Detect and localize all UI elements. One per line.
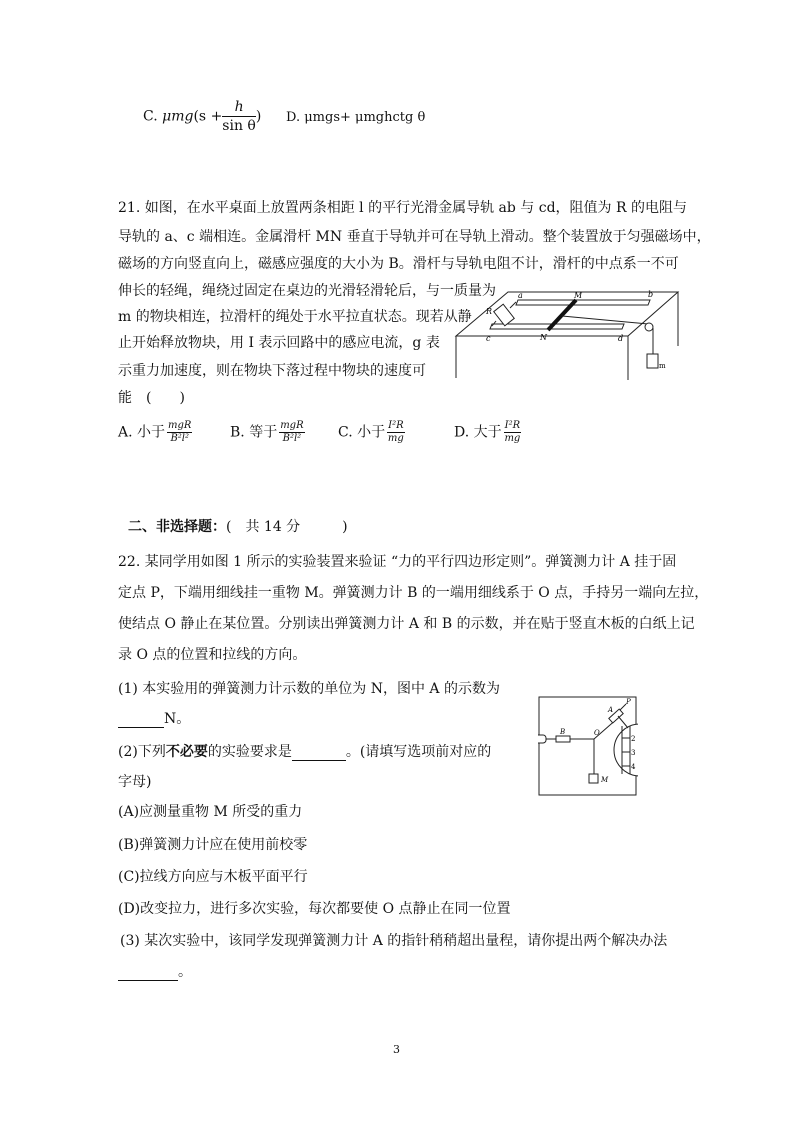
q22-line-2: 定点 P，下端用细线挂一重物 M。弹簧测力计 B 的一端用细线系于 O 点，手持另一端向左拉， bbox=[118, 585, 709, 601]
q21-option-c: C. 小于 $\frac{\text{I²R}}{mg}$ bbox=[338, 420, 404, 444]
q21-fig-label-n: N bbox=[540, 333, 547, 342]
q21-fig-label-b: b bbox=[648, 290, 654, 299]
q21-line-7: 示重力加速度，则在物块下落过程中物块的速度可 bbox=[118, 363, 426, 379]
q22-sub2-line2: 字母) bbox=[118, 774, 152, 790]
q21-fig-label-m-block: m bbox=[659, 362, 666, 370]
q20-option-d: D. μmgs+ μmghctg θ bbox=[286, 110, 426, 125]
q21-line-3: 磁场的方向竖直向上，磁感应强度的大小为 B。滑杆与导轨电阻不计，滑杆的中点系一不可 bbox=[118, 256, 679, 272]
q22-line-1: 22. 某同学用如图 1 所示的实验装置来验证 “力的平行四边形定则”。弹簧测力计 A 挂于固 bbox=[118, 554, 677, 570]
q21-option-b: B. 等于 $\frac{\text{mgR}}{\text{B²l²}}$ bbox=[230, 420, 304, 444]
q22-sub2-blank[interactable] bbox=[292, 744, 346, 761]
q22-line-4: 录 O 点的位置和拉线的方向。 bbox=[118, 647, 307, 663]
q22-scale-tick-3: 3 bbox=[631, 749, 636, 757]
q22-scale-tick-2: 2 bbox=[631, 735, 636, 743]
q22-fig-label-m: M bbox=[601, 776, 609, 784]
q22-sub2: (2)下列不必要的实验要求是 。(请填写选项前对应的 bbox=[118, 744, 492, 760]
q20-option-c-fraction: $\frac{h}{\text{sin θ}}$ bbox=[222, 99, 256, 134]
q21-line-1: 21. 如图，在水平桌面上放置两条相距 l 的平行光滑金属导轨 ab 与 cd，阻值为 R 的电阻与 bbox=[118, 200, 687, 216]
q20-option-c-mu: μmg bbox=[162, 108, 194, 125]
q21-option-a-fraction: $\frac{\text{mgR}}{\text{B²l²}}$ bbox=[168, 420, 192, 444]
q22-sub1-answer-line: N。 bbox=[118, 708, 190, 728]
q21-fig-label-r: R bbox=[486, 307, 493, 316]
q22-fig-label-o: O bbox=[594, 729, 600, 737]
q22-option-b: (B)弹簧测力计应在使用前校零 bbox=[118, 837, 308, 853]
q21-fig-label-d: d bbox=[618, 334, 624, 343]
q22-scale-tick-4: 4 bbox=[631, 763, 636, 771]
q21-line-2: 导轨的 a、c 端相连。金属滑杆 MN 垂直于导轨并可在导轨上滑动。整个装置放于匀强磁场中， bbox=[118, 229, 711, 245]
q21-option-d-fraction: $\frac{\text{I²R}}{mg}$ bbox=[504, 420, 521, 444]
q21-option-a: A. 小于 $\frac{\text{mgR}}{\text{B²l²}}$ bbox=[118, 420, 192, 444]
q22-sub1-blank[interactable] bbox=[118, 711, 164, 728]
q22-sub3-answer-line: 。 bbox=[118, 961, 192, 981]
q22-sub1: (1) 本实验用的弹簧测力计示数的单位为 N，图中 A 的示数为 bbox=[118, 681, 500, 697]
q21-line-4: 伸长的轻绳，绳绕过固定在桌边的光滑轻滑轮后，与一质量为 bbox=[118, 283, 496, 299]
q21-line-6: 止开始释放物块，用 I 表示回路中的感应电流，g 表 bbox=[118, 335, 440, 351]
q21-line-8: 能 ( ) bbox=[118, 390, 185, 406]
q22-scale-detail bbox=[618, 722, 638, 778]
section-title: 二、非选择题： bbox=[128, 519, 226, 535]
q21-option-d: D. 大于 $\frac{\text{I²R}}{mg}$ bbox=[454, 420, 521, 444]
q21-fig-label-c: c bbox=[486, 334, 491, 343]
q21-fig-label-a: a bbox=[518, 291, 523, 300]
q20-option-c: C. μmg(s + $\frac{h}{\text{sin θ}}$ ) bbox=[143, 99, 262, 134]
q21-rail-figure bbox=[452, 286, 682, 382]
q22-line-3: 使结点 O 静止在某位置。分别读出弹簧测力计 A 和 B 的示数，并在贴于竖直木板的白纸上记 bbox=[118, 616, 695, 632]
q22-sub3-blank[interactable] bbox=[118, 964, 178, 981]
q22-fig-label-b: B bbox=[560, 728, 566, 736]
section-score: ( 共 14 分 ) bbox=[226, 519, 348, 535]
q22-fig-label-p: P bbox=[626, 698, 631, 706]
q20-option-c-paren: (s + bbox=[193, 108, 223, 125]
q22-option-c: (C)拉线方向应与木板平面平行 bbox=[118, 869, 308, 885]
q21-option-b-fraction: $\frac{\text{mgR}}{\text{B²l²}}$ bbox=[280, 420, 304, 444]
q21-line-5: m 的物块相连，拉滑杆的绳处于水平拉直状态。现若从静 bbox=[118, 309, 472, 325]
q22-sub3: (3) 某次实验中，该同学发现弹簧测力计 A 的指针稍稍超出量程，请你提出两个解决办法 bbox=[120, 933, 668, 949]
q21-option-c-fraction: $\frac{\text{I²R}}{mg}$ bbox=[387, 420, 404, 444]
q22-sub2-emphasis: 不必要 bbox=[165, 744, 208, 760]
q22-option-a: (A)应测量重物 M 所受的重力 bbox=[118, 804, 303, 820]
q20-option-c-label: C. bbox=[143, 108, 158, 125]
q22-fig-label-a: A bbox=[608, 706, 614, 714]
section-heading bbox=[128, 516, 348, 536]
page-number: 3 bbox=[393, 1043, 400, 1056]
q22-option-d: (D)改变拉力，进行多次实验，每次都要使 O 点静止在同一位置 bbox=[118, 901, 511, 917]
q21-fig-label-m-rod: M bbox=[574, 291, 583, 300]
